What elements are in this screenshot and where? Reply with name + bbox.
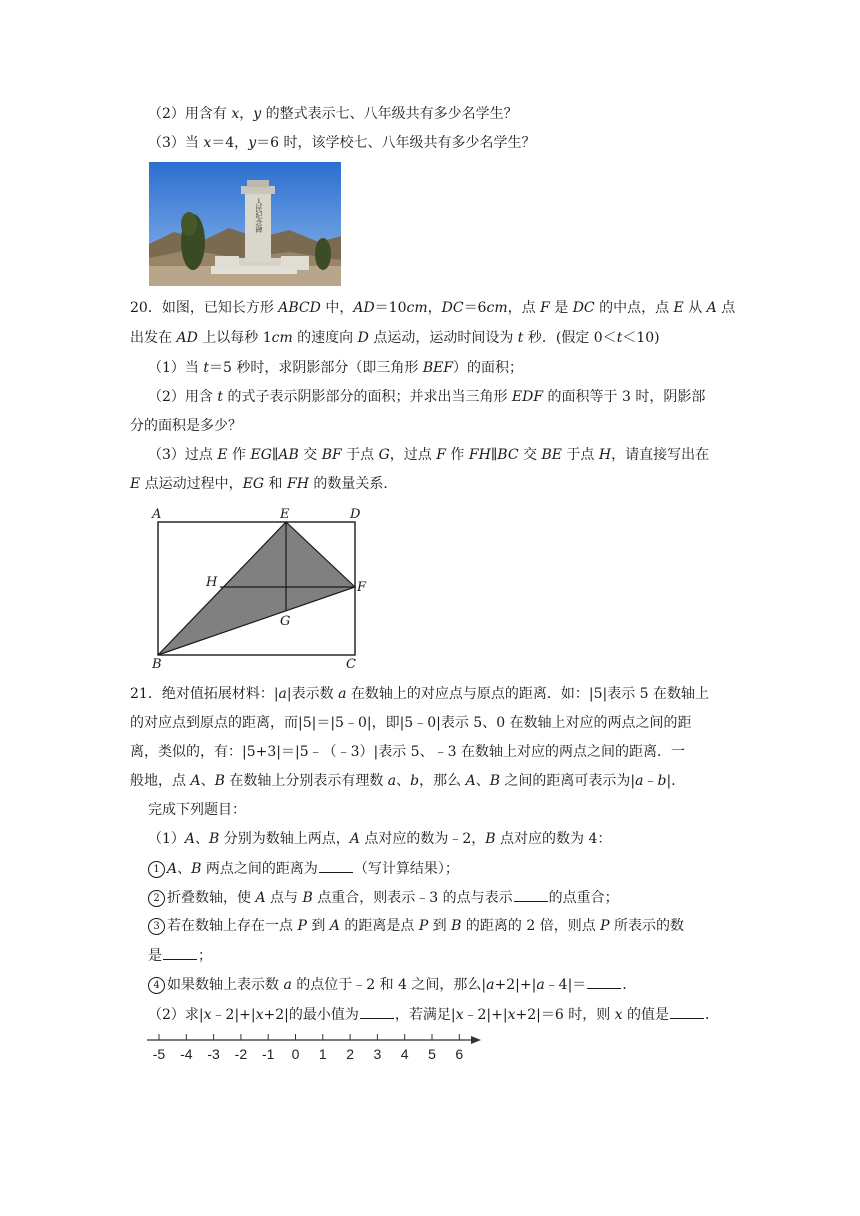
- number-line-tick-label: 4: [400, 1046, 409, 1062]
- q21-item2: 2 折叠数轴，使 A 点与 B 点重合，则表示﹣3 的点与表示 的点重合；: [148, 887, 619, 908]
- answer-blank: [587, 974, 621, 989]
- q20-part3-cont: E 点运动过程中，EG 和 FH 的数量关系．: [130, 476, 398, 492]
- q19-part3: （3）当 x＝4，y＝6 时，该学校七、八年级共有多少名学生？: [148, 135, 536, 151]
- number-line-tick-label: 3: [373, 1046, 382, 1062]
- monument-photo-drawing: [149, 162, 341, 286]
- q20-part1: （1）当 t＝5 秒时，求阴影部分（即三角形 BEF）的面积；: [148, 360, 524, 376]
- rectangle-figure-svg: [148, 505, 373, 670]
- label-d: D: [350, 507, 361, 522]
- q21-line5: 完成下列题目：: [148, 802, 246, 818]
- q20-line1: 20．如图，已知长方形 ABCD 中，AD＝10cm，DC＝6cm，点 F 是 DC 的中点，点 E 从 A 点: [130, 300, 736, 316]
- label-g: G: [280, 614, 291, 629]
- q20-part2: （2）用含 t 的式子表示阴影部分的面积；并求出当三角形 EDF 的面积等于 3 时，阴影部: [148, 389, 706, 405]
- q21-item4: 4 如果数轴上表示数 a 的点位于﹣2 和 4 之间，那么|a+2|+|a﹣4|＝ ．: [148, 974, 636, 995]
- circled-number: 2: [148, 890, 165, 907]
- circled-number: 4: [148, 977, 165, 994]
- label-f: F: [357, 580, 367, 595]
- q21-part2: （2）求|x﹣2|+|x+2|的最小值为 ，若满足|x﹣2|+|x+2|＝6 时，则 x 的值是 ．: [148, 1004, 719, 1025]
- answer-blank: [163, 945, 197, 960]
- label-c: C: [346, 657, 356, 670]
- q21-item1: 1 A、B 两点之间的距离为 （写计算结果）；: [148, 858, 459, 879]
- number-line-tick-label: 2: [346, 1046, 354, 1062]
- rectangle-figure: [148, 505, 373, 674]
- label-h: H: [206, 575, 218, 590]
- number-line: [145, 1032, 485, 1070]
- number-line-tick-label: -3: [207, 1046, 220, 1062]
- shaded-triangle-bef: [158, 522, 355, 655]
- q21-part1: （1）A、B 分别为数轴上两点，A 点对应的数为﹣2，B 点对应的数为 4：: [148, 831, 612, 847]
- monument-inscription: 人民纪念碑: [255, 198, 263, 233]
- q20-part2-cont: 分的面积是多少？: [130, 418, 242, 434]
- answer-blank: [360, 1004, 394, 1019]
- monument-photo: [149, 162, 341, 286]
- q21-item3-cont: 是 ；: [148, 945, 212, 966]
- q21-line2: 的对应点到原点的距离，而|5|＝|5﹣0|，即|5﹣0|表示 5、0 在数轴上对应的两点之间的距: [130, 715, 692, 731]
- number-line-svg: [145, 1032, 485, 1066]
- q21-line1: 21．绝对值拓展材料：|a|表示数 a 在数轴上的对应点与原点的距离．如：|5|表示 5 在数轴上: [130, 686, 710, 702]
- q19-part2: （2）用含有 x，y 的整式表示七、八年级共有多少名学生？: [148, 106, 518, 122]
- number-line-arrow: [471, 1036, 481, 1044]
- number-line-tick-label: 0: [291, 1046, 300, 1062]
- answer-blank: [514, 887, 548, 902]
- number-line-tick-label: 5: [428, 1046, 436, 1062]
- q20-part3: （3）过点 E 作 EG∥AB 交 BF 于点 G，过点 F 作 FH∥BC 交 BE 于点 H，请直接写出在: [148, 447, 710, 463]
- q21-line3: 离，类似的，有：|5+3|＝|5﹣（﹣3）|表示 5、﹣3 在数轴上对应的两点之间的距离．一: [130, 744, 685, 760]
- number-line-tick-label: 1: [318, 1046, 327, 1062]
- q20-line2: 出发在 AD 上以每秒 1cm 的速度向 D 点运动，运动时间设为 t 秒．(假定 0＜t＜10): [130, 330, 660, 346]
- number-line-tick-label: -4: [180, 1046, 193, 1062]
- circled-number: 3: [148, 918, 165, 935]
- circled-number: 1: [148, 861, 165, 878]
- answer-blank: [670, 1004, 704, 1019]
- label-e: E: [280, 507, 290, 522]
- answer-blank: [319, 858, 353, 873]
- number-line-tick-label: -5: [152, 1046, 166, 1062]
- number-line-tick-label: 6: [455, 1046, 464, 1062]
- number-line-tick-label: -1: [261, 1046, 275, 1062]
- label-a: A: [152, 507, 162, 522]
- q21-item3: 3 若在数轴上存在一点 P 到 A 的距离是点 P 到 B 的距离的 2 倍，则点 P 所表示的数: [148, 916, 684, 936]
- q21-line4: 般地，点 A、B 在数轴上分别表示有理数 a、b，那么 A、B 之间的距离可表示为|a﹣b|．: [130, 773, 686, 789]
- number-line-tick-label: -2: [234, 1046, 248, 1062]
- label-b: B: [152, 657, 162, 670]
